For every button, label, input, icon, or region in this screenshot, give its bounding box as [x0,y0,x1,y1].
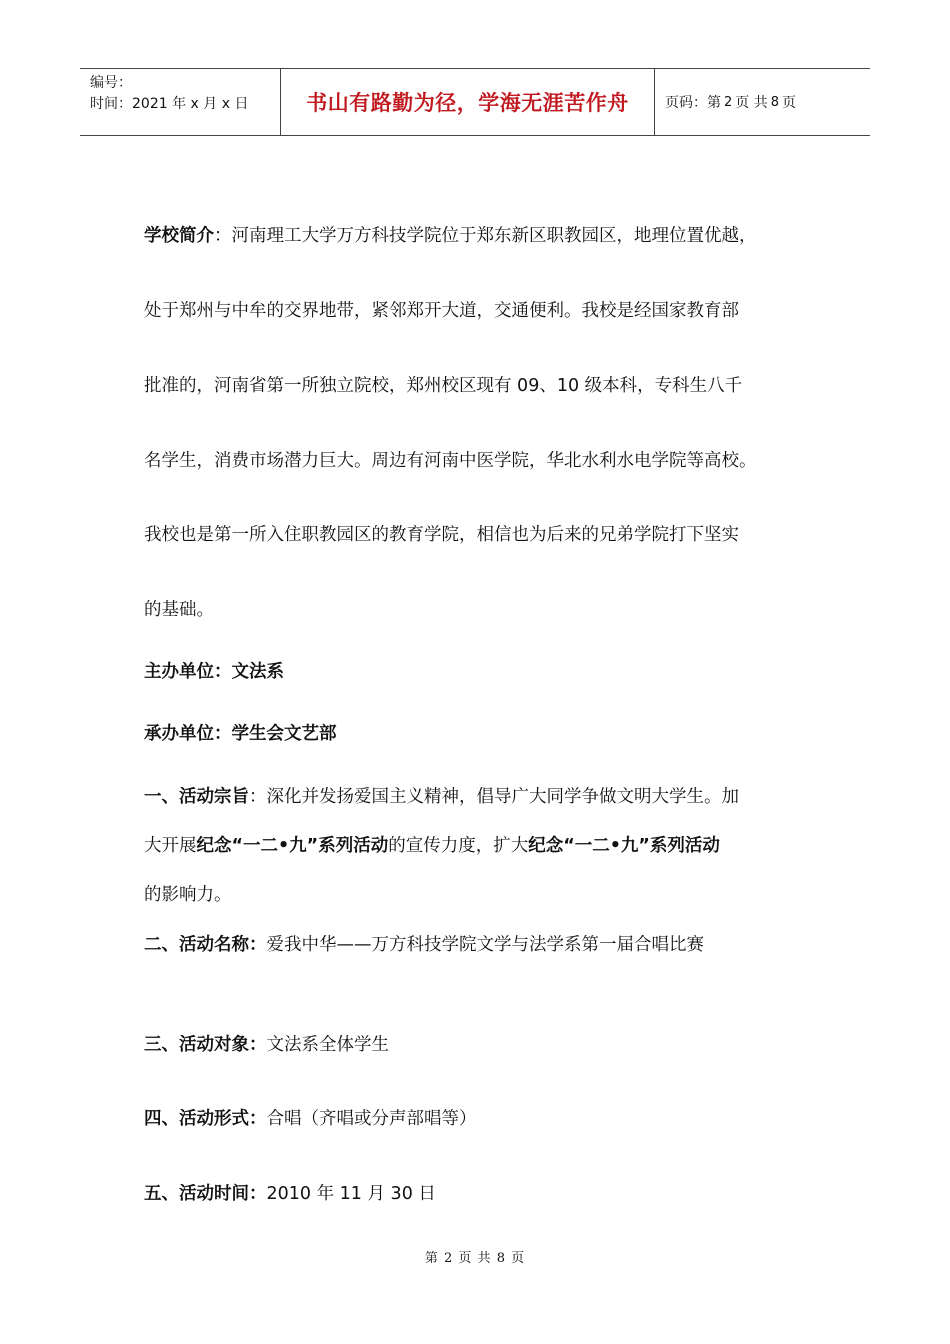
time-label: 时间：2021 年 x 月 x 日 [90,96,249,112]
page-current: 2 [724,94,733,110]
activity-form-label: 四、活动形式： [144,1109,267,1129]
intro-line-1 [144,222,757,247]
purpose-label: 一、活动宗旨 [144,787,249,807]
page-label-suffix: 页 [782,95,797,111]
purpose-text-2a: 大开展 [144,836,197,856]
intro-label: 学校简介 [144,226,214,246]
activity-target [144,1031,389,1056]
activity-time-label: 五、活动时间： [144,1184,267,1204]
intro-line-4: 名学生，消费市场潜力巨大。周边有河南中医学院，华北水利水电学院等高校。 [144,451,757,471]
purpose-text-2b: 纪念“一二•九”系列活动 [196,836,389,856]
organizer: 主办单位：文法系 [144,662,284,682]
page-label-mid: 页 共 [735,95,768,111]
activity-name-label: 二、活动名称： [144,935,267,955]
purpose-text-2c: 的宣传力度，扩大 [388,836,529,856]
page-label-prefix: 页码：第 [665,95,721,111]
page-header [80,68,870,136]
activity-name [144,931,704,956]
intro-line-6: 的基础。 [144,600,214,620]
activity-target-label: 三、活动对象： [144,1035,267,1055]
page-total: 8 [770,94,780,110]
intro-line-3: 批准的，河南省第一所独立院校，郑州校区现有 09、10 级本科，专科生八千 [144,376,743,396]
purpose-text-2d: 纪念“一二•九”系列活动 [528,836,720,856]
activity-form-value: 合唱（齐唱或分声部唱等） [266,1109,477,1129]
activity-time-value: 2010 年 11 月 30 日 [266,1184,436,1204]
number-label: 编号： [90,75,132,91]
purpose-text-1: ：深化并发扬爱国主义精神，倡导广大同学争做文明大学生。加 [249,787,739,807]
purpose-line-1 [144,783,739,808]
header-page-info [655,69,870,135]
purpose-line-2 [144,832,720,857]
purpose-line-3: 的影响力。 [144,885,232,905]
intro-text: ：河南理工大学万方科技学院位于郑东新区职教园区，地理位置优越， [214,226,757,246]
intro-line-5: 我校也是第一所入住职教园区的教育学院，相信也为后来的兄弟学院打下坚实 [144,525,739,545]
activity-name-value: 爱我中华——万方科技学院文学与法学系第一届合唱比赛 [266,935,704,955]
header-meta [80,69,281,135]
header-motto: 书山有路勤为径，学海无涯苦作舟 [281,69,655,135]
intro-line-2: 处于郑州与中牟的交界地带，紧邻郑开大道，交通便利。我校是经国家教育部 [144,301,739,321]
activity-time [144,1180,436,1205]
page-footer: 第 2 页 共 8 页 [424,1251,526,1266]
host-unit: 承办单位：学生会文艺部 [144,724,337,744]
activity-form [144,1105,477,1130]
activity-target-value: 文法系全体学生 [266,1035,389,1055]
